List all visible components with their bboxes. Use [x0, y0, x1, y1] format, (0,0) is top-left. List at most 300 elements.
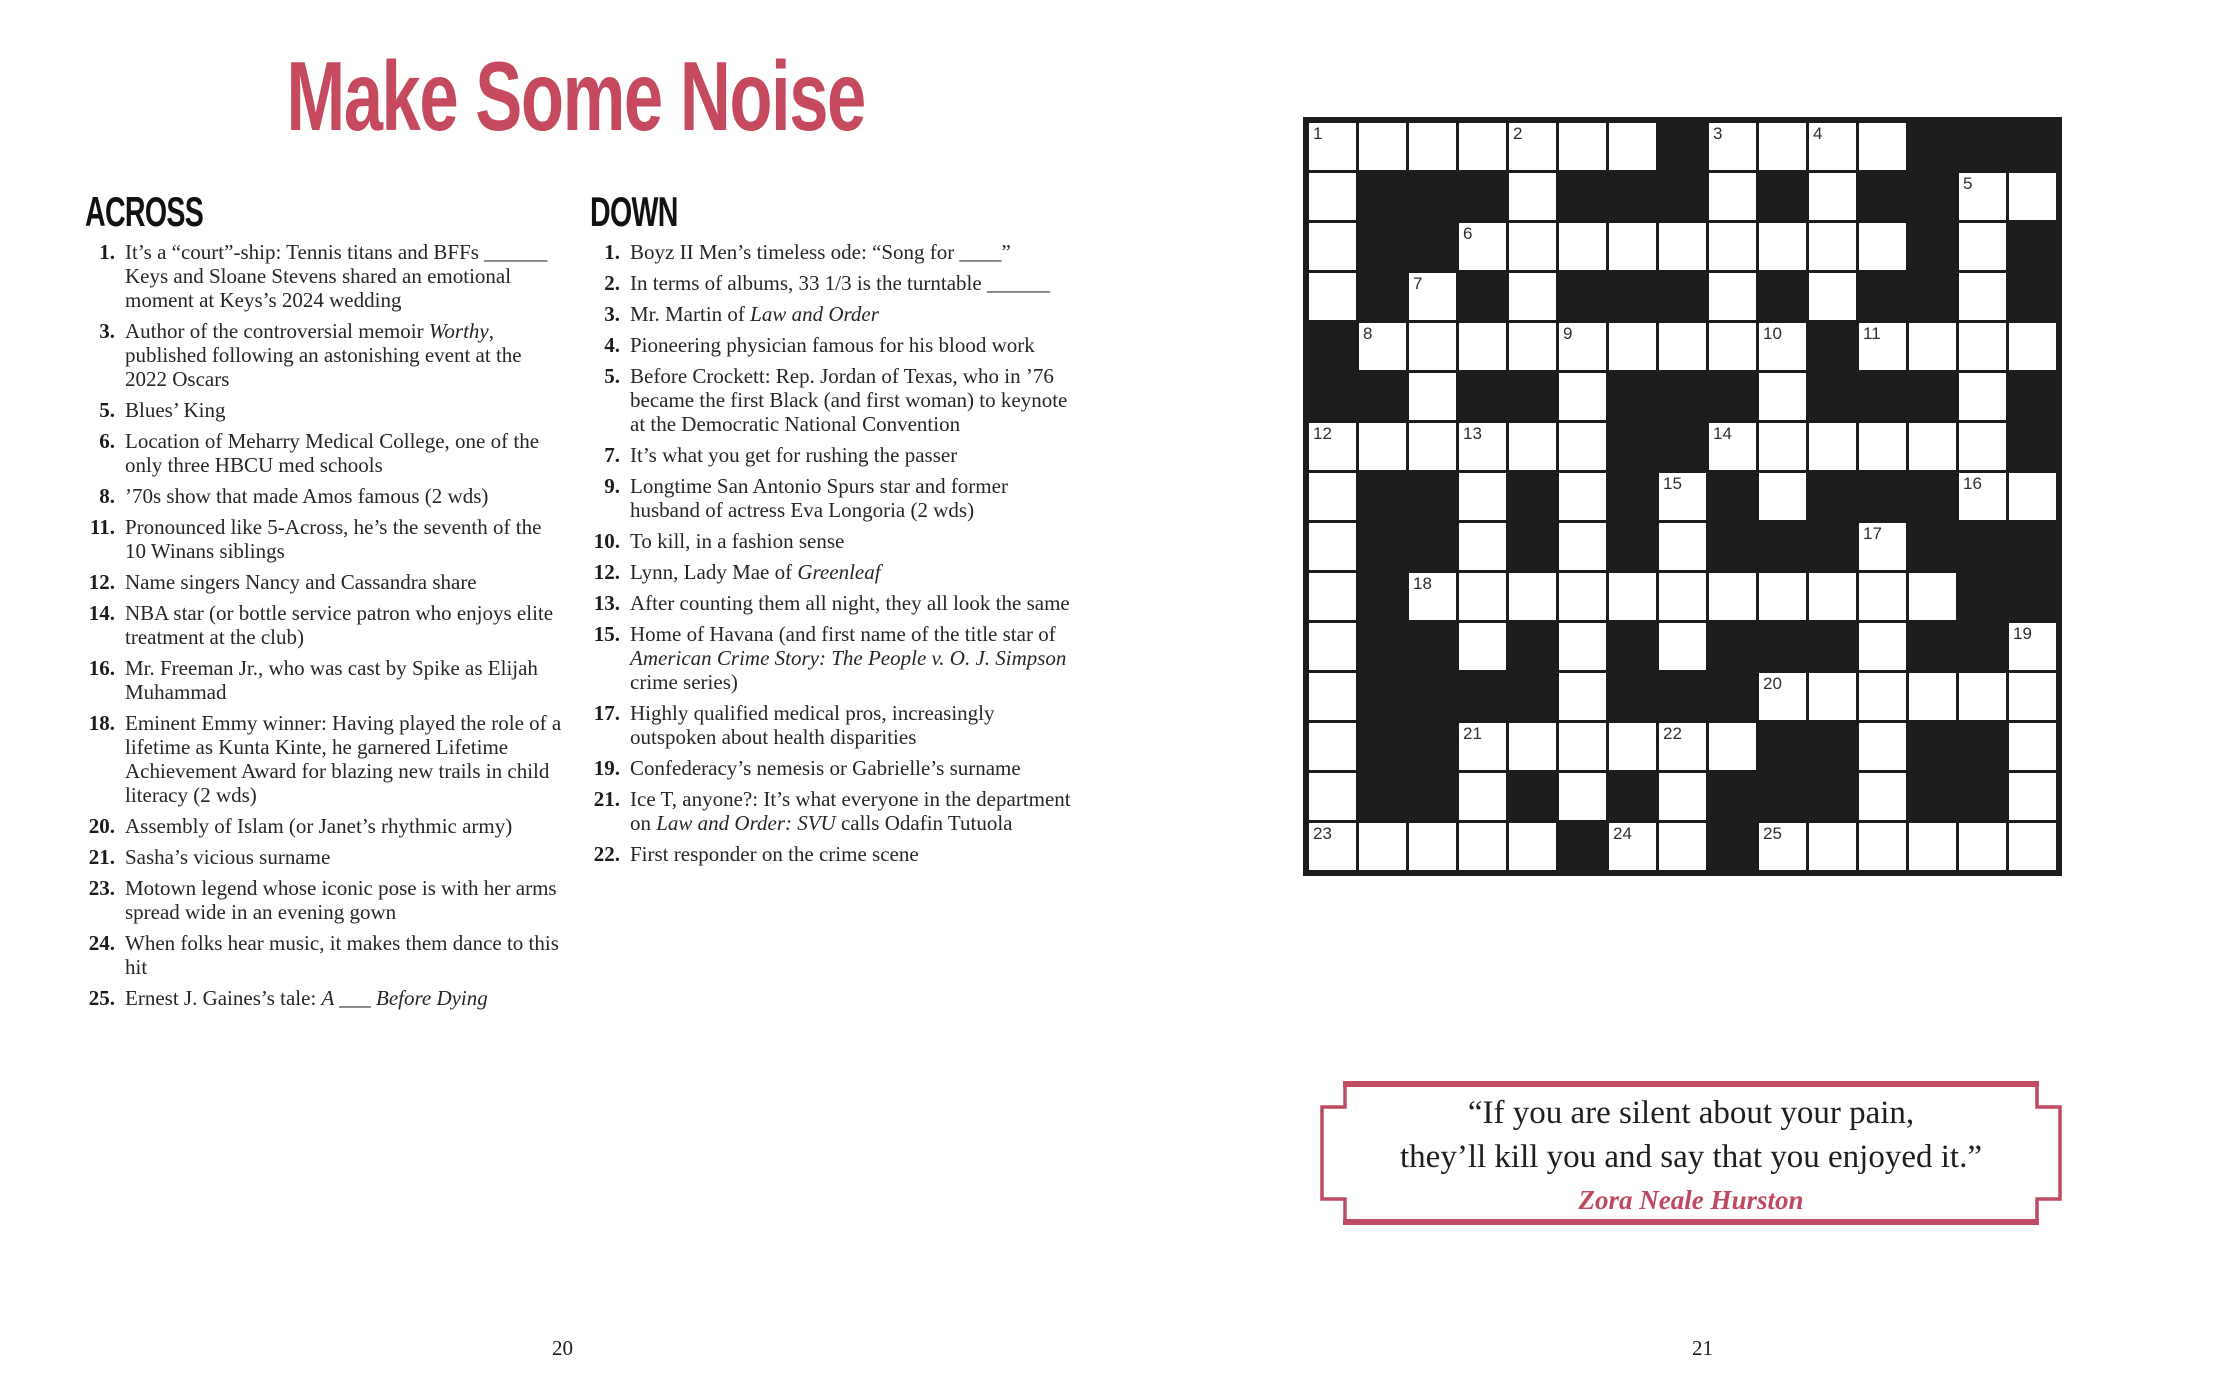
grid-cell [1559, 223, 1606, 270]
clue-number: 13. [593, 591, 620, 615]
down-header: DOWN [590, 188, 678, 235]
clue-number: 11. [89, 515, 115, 539]
grid-cell [1309, 673, 1356, 720]
grid-cell [1809, 223, 1856, 270]
grid-cell-black [1609, 473, 1656, 520]
grid-cell [1459, 823, 1506, 870]
clue-item [590, 302, 1080, 326]
clue-number: 15. [593, 622, 620, 646]
grid-cell [1759, 223, 1806, 270]
grid-cell [1409, 273, 1456, 320]
grid-cell-black [1359, 673, 1406, 720]
grid-cell [1459, 323, 1506, 370]
clue-text: Pronounced like 5-Across, he’s the seventh of the 10 Winans siblings [125, 515, 542, 563]
grid-cell [1909, 423, 1956, 470]
grid-cell [1409, 823, 1456, 870]
grid-cell [1959, 173, 2006, 220]
page-number-left: 20 [552, 1336, 573, 1360]
clue-item [590, 756, 1080, 780]
clue-text: After counting them all night, they all look the same [630, 591, 1070, 615]
grid-cell [1509, 123, 1556, 170]
cell-number: 24 [1613, 824, 1632, 843]
clue-number: 12. [88, 570, 115, 594]
grid-cell [1909, 673, 1956, 720]
grid-cell [1609, 573, 1656, 620]
clue-number: 10. [593, 529, 620, 553]
grid-cell [1459, 223, 1506, 270]
grid-cell-black [1559, 823, 1606, 870]
grid-cell-black [1559, 173, 1606, 220]
grid-cell-black [1609, 273, 1656, 320]
grid-cell [1409, 373, 1456, 420]
grid-cell [1759, 573, 1806, 620]
grid-cell [1409, 423, 1456, 470]
cell-number: 1 [1313, 124, 1323, 143]
cell-number: 4 [1813, 124, 1823, 143]
grid-cell-black [1409, 473, 1456, 520]
grid-cell [1659, 223, 1706, 270]
grid-cell [1559, 773, 1606, 820]
grid-cell [1559, 373, 1606, 420]
clue-text: It’s what you get for rushing the passer [630, 443, 958, 467]
grid-cell [1659, 473, 1706, 520]
grid-cell-black [1459, 273, 1506, 320]
grid-cell [2009, 723, 2056, 770]
clue-text: Assembly of Islam (or Janet’s rhythmic army) [125, 814, 513, 838]
cell-number: 19 [2013, 624, 2032, 643]
cell-number: 12 [1313, 424, 1332, 443]
cell-number: 18 [1413, 574, 1432, 593]
clue-item [85, 240, 567, 312]
grid-cell-black [1709, 623, 1756, 670]
grid-cell-black [1959, 123, 2006, 170]
grid-cell-black [1809, 723, 1856, 770]
grid-cell-black [1909, 223, 1956, 270]
clue-text: It’s a “court”-ship: Tennis titans and BFFs ______ Keys and Sloane Stevens shared an emotional moment at Keys’s 2024 wedding [125, 240, 548, 312]
grid-cell [1759, 323, 1806, 370]
grid-cell [1409, 323, 1456, 370]
grid-cell-black [1309, 373, 1356, 420]
grid-cell-black [1459, 173, 1506, 220]
grid-cell [1459, 423, 1506, 470]
grid-cell [1809, 273, 1856, 320]
clue-item [590, 271, 1080, 295]
grid-cell-black [1609, 623, 1656, 670]
grid-cell-black [1359, 373, 1406, 420]
grid-cell-black [1359, 723, 1406, 770]
grid-cell [1759, 123, 1806, 170]
cell-number: 21 [1463, 724, 1482, 743]
grid-cell-black [1509, 473, 1556, 520]
clue-number: 25. [88, 986, 115, 1010]
clue-number: 5. [604, 364, 620, 388]
grid-cell-black [1809, 523, 1856, 570]
grid-cell [1809, 123, 1856, 170]
grid-cell-black [1959, 723, 2006, 770]
grid-cell [1909, 323, 1956, 370]
grid-cell [1809, 573, 1856, 620]
grid-cell-black [1359, 773, 1406, 820]
grid-cell [1859, 623, 1906, 670]
grid-cell [1609, 223, 1656, 270]
grid-cell [1359, 423, 1406, 470]
grid-cell-black [1509, 623, 1556, 670]
grid-cell [1609, 323, 1656, 370]
grid-cell [1459, 573, 1506, 620]
clue-number: 16. [88, 656, 115, 680]
clue-text: First responder on the crime scene [630, 842, 919, 866]
grid-cell [1309, 773, 1356, 820]
cell-number: 14 [1713, 424, 1732, 443]
cell-number: 13 [1463, 424, 1482, 443]
clue-number: 21. [88, 845, 115, 869]
cell-number: 3 [1713, 124, 1723, 143]
grid-cell [1309, 723, 1356, 770]
clue-item [85, 515, 567, 563]
grid-cell [1609, 723, 1656, 770]
grid-cell [1659, 323, 1706, 370]
clue-item [590, 701, 1080, 749]
grid-cell [2009, 673, 2056, 720]
grid-cell [1659, 523, 1706, 570]
grid-cell [1459, 123, 1506, 170]
clue-item [85, 429, 567, 477]
cell-number: 10 [1763, 324, 1782, 343]
grid-cell-black [1509, 373, 1556, 420]
grid-cell-black [1959, 623, 2006, 670]
cell-number: 11 [1863, 324, 1881, 343]
grid-cell [1809, 173, 1856, 220]
grid-cell [1309, 823, 1356, 870]
grid-cell-black [1809, 623, 1856, 670]
clue-number: 21. [593, 787, 620, 811]
grid-cell-black [1659, 123, 1706, 170]
grid-cell [1709, 573, 1756, 620]
grid-cell [1359, 823, 1406, 870]
grid-cell-black [1859, 273, 1906, 320]
clue-text: Eminent Emmy winner: Having played the role of a lifetime as Kunta Kinte, he garnered Lifetime Achievement Award for blazing new trails in child literacy (2 wds) [125, 711, 562, 807]
grid-cell-black [1509, 673, 1556, 720]
grid-cell [1509, 723, 1556, 770]
grid-cell-black [1359, 573, 1406, 620]
grid-cell [1509, 823, 1556, 870]
cell-number: 17 [1863, 524, 1882, 543]
clue-text: Mr. Martin of Law and Order [630, 302, 879, 326]
grid-cell-black [1859, 173, 1906, 220]
grid-cell [1859, 673, 1906, 720]
grid-cell-black [1809, 773, 1856, 820]
grid-cell [1359, 123, 1406, 170]
grid-cell-black [1409, 773, 1456, 820]
clue-item [85, 845, 567, 869]
grid-cell-black [2009, 523, 2056, 570]
clue-text: Pioneering physician famous for his blood work [630, 333, 1035, 357]
grid-cell [1959, 223, 2006, 270]
cell-number: 7 [1413, 274, 1423, 293]
grid-cell [1559, 123, 1606, 170]
clue-text: Ice T, anyone?: It’s what everyone in the department on Law and Order: SVU calls Odafin Tutuola [630, 787, 1071, 835]
cell-number: 9 [1563, 324, 1573, 343]
grid-cell [1859, 123, 1906, 170]
grid-cell [1459, 773, 1506, 820]
clue-text: When folks hear music, it makes them dance to this hit [125, 931, 559, 979]
grid-cell [1959, 673, 2006, 720]
grid-cell [1559, 723, 1606, 770]
grid-cell [1659, 823, 1706, 870]
clue-text: In terms of albums, 33 1/3 is the turntable ______ [630, 271, 1050, 295]
clue-number: 22. [593, 842, 620, 866]
grid-cell-black [1609, 173, 1656, 220]
grid-cell-black [1759, 173, 1806, 220]
grid-cell [1959, 273, 2006, 320]
grid-cell-black [1809, 323, 1856, 370]
clue-number: 23. [88, 876, 115, 900]
grid-cell-black [1659, 423, 1706, 470]
grid-cell [1859, 323, 1906, 370]
grid-cell-black [1759, 773, 1806, 820]
grid-cell-black [1609, 773, 1656, 820]
grid-cell-black [1909, 523, 1956, 570]
grid-cell [1309, 123, 1356, 170]
grid-cell [1509, 423, 1556, 470]
grid-cell-black [1359, 173, 1406, 220]
grid-cell-black [2009, 123, 2056, 170]
quote-attribution: Zora Neale Hurston [1578, 1184, 1804, 1215]
grid-cell-black [1409, 623, 1456, 670]
clue-text: Blues’ King [125, 398, 226, 422]
clue-text: Confederacy’s nemesis or Gabrielle’s surname [630, 756, 1021, 780]
clue-item [590, 474, 1080, 522]
clue-item [85, 931, 567, 979]
grid-cell [1959, 323, 2006, 370]
clue-text: Ernest J. Gaines’s tale: A ___ Before Dying [125, 986, 488, 1010]
grid-cell-black [1659, 173, 1706, 220]
grid-cell-black [1359, 273, 1406, 320]
grid-cell [1859, 573, 1906, 620]
grid-cell [1959, 423, 2006, 470]
grid-cell-black [1909, 473, 1956, 520]
grid-cell [1409, 123, 1456, 170]
clue-item [590, 591, 1080, 615]
quote-content [1345, 1091, 2037, 1215]
clue-number: 19. [593, 756, 620, 780]
clue-item [590, 443, 1080, 467]
clue-item [85, 656, 567, 704]
grid-cell-black [1559, 273, 1606, 320]
grid-cell [1959, 473, 2006, 520]
grid-cell-black [1709, 473, 1756, 520]
grid-cell [1859, 773, 1906, 820]
grid-cell [1509, 573, 1556, 620]
grid-cell [1709, 223, 1756, 270]
clue-number: 9. [604, 474, 620, 498]
grid-cell-black [1409, 723, 1456, 770]
grid-cell [1509, 323, 1556, 370]
grid-cell [1859, 523, 1906, 570]
clue-text: ’70s show that made Amos famous (2 wds) [125, 484, 489, 508]
cell-number: 22 [1663, 724, 1682, 743]
clue-number: 2. [604, 271, 620, 295]
cell-number: 2 [1513, 124, 1523, 143]
grid-cell-black [1909, 373, 1956, 420]
cell-number: 16 [1963, 474, 1982, 493]
grid-cell [1309, 273, 1356, 320]
clue-number: 1. [99, 240, 115, 264]
quote-box [1315, 1077, 2067, 1229]
across-clue-list [85, 240, 567, 1017]
clue-item [85, 814, 567, 838]
clue-text: Name singers Nancy and Cassandra share [125, 570, 477, 594]
grid-cell-black [1409, 223, 1456, 270]
grid-cell [1559, 523, 1606, 570]
cell-number: 5 [1963, 174, 1973, 193]
grid-cell-black [1409, 173, 1456, 220]
grid-cell [1459, 473, 1506, 520]
grid-cell [2009, 173, 2056, 220]
grid-cell [1709, 323, 1756, 370]
grid-cell-black [1709, 823, 1756, 870]
clue-item [85, 986, 567, 1010]
grid-cell-black [1959, 523, 2006, 570]
grid-cell [1309, 573, 1356, 620]
grid-cell [1559, 473, 1606, 520]
grid-cell [1559, 323, 1606, 370]
page-title: Make Some Noise [286, 41, 865, 151]
grid-cell [1309, 173, 1356, 220]
clue-item [590, 622, 1080, 694]
clue-item [85, 398, 567, 422]
cell-number: 15 [1663, 474, 1682, 493]
grid-cell-black [1809, 473, 1856, 520]
grid-cell [1509, 223, 1556, 270]
crossword-grid [1303, 117, 2062, 876]
grid-cell [1459, 723, 1506, 770]
grid-cell-black [1759, 273, 1806, 320]
grid-cell [1309, 223, 1356, 270]
clue-number: 20. [88, 814, 115, 838]
grid-cell [1759, 423, 1806, 470]
clue-text: Highly qualified medical pros, increasingly outspoken about health disparities [630, 701, 995, 749]
grid-cell [1859, 423, 1906, 470]
clue-item [590, 560, 1080, 584]
grid-cell [1709, 723, 1756, 770]
grid-cell [1709, 173, 1756, 220]
clue-item [590, 529, 1080, 553]
grid-cell-black [1859, 473, 1906, 520]
grid-cell [1909, 573, 1956, 620]
clue-text: Sasha’s vicious surname [125, 845, 331, 869]
grid-cell-black [1309, 323, 1356, 370]
grid-cell-black [1709, 673, 1756, 720]
grid-cell-black [1809, 373, 1856, 420]
grid-cell [1609, 123, 1656, 170]
grid-cell-black [1709, 773, 1756, 820]
grid-cell-black [1359, 623, 1406, 670]
grid-cell [1309, 423, 1356, 470]
grid-cell [1559, 673, 1606, 720]
grid-cell [1659, 723, 1706, 770]
grid-cell [1509, 273, 1556, 320]
grid-cell [1709, 423, 1756, 470]
grid-cell [1859, 823, 1906, 870]
clue-item [85, 876, 567, 924]
grid-cell [1309, 523, 1356, 570]
clue-text: Before Crockett: Rep. Jordan of Texas, who in ’76 became the first Black (and first woman) to keynote at the Democratic National Convention [630, 364, 1068, 436]
clue-item [85, 319, 567, 391]
grid-cell [1559, 573, 1606, 620]
clue-number: 17. [593, 701, 620, 725]
grid-cell-black [1659, 273, 1706, 320]
grid-cell [1509, 173, 1556, 220]
grid-cell [1759, 473, 1806, 520]
grid-cell [1409, 573, 1456, 620]
clue-item [590, 787, 1080, 835]
clue-number: 14. [88, 601, 115, 625]
grid-cell-black [1609, 673, 1656, 720]
clue-number: 3. [604, 302, 620, 326]
grid-cell-black [1709, 373, 1756, 420]
grid-cell [1309, 473, 1356, 520]
grid-cell [1809, 823, 1856, 870]
grid-cell [1609, 823, 1656, 870]
grid-cell-black [1909, 173, 1956, 220]
grid-cell [1809, 673, 1856, 720]
grid-cell-black [1909, 773, 1956, 820]
grid-cell [1809, 423, 1856, 470]
grid-cell-black [1409, 673, 1456, 720]
clue-item [590, 364, 1080, 436]
clue-item [590, 240, 1080, 264]
grid-cell [2009, 773, 2056, 820]
down-clue-list [590, 240, 1080, 873]
grid-cell-black [1609, 373, 1656, 420]
grid-cell [1759, 373, 1806, 420]
grid-cell [1459, 523, 1506, 570]
clue-item [85, 601, 567, 649]
grid-cell-black [1509, 773, 1556, 820]
grid-cell [1559, 623, 1606, 670]
clue-item [85, 711, 567, 807]
clue-number: 3. [99, 319, 115, 343]
grid-cell [1359, 323, 1406, 370]
grid-cell-black [1709, 523, 1756, 570]
grid-cell-black [1659, 373, 1706, 420]
grid-cell [2009, 473, 2056, 520]
grid-cell [1659, 773, 1706, 820]
grid-cell [1659, 573, 1706, 620]
cell-number: 6 [1463, 224, 1473, 243]
grid-cell-black [2009, 423, 2056, 470]
grid-cell-black [2009, 223, 2056, 270]
grid-cell [1859, 223, 1906, 270]
clue-text: Boyz II Men’s timeless ode: “Song for ____” [630, 240, 1011, 264]
clue-number: 5. [99, 398, 115, 422]
clue-number: 1. [604, 240, 620, 264]
clue-text: Motown legend whose iconic pose is with her arms spread wide in an evening gown [125, 876, 557, 924]
clue-number: 4. [604, 333, 620, 357]
grid-cell-black [1759, 523, 1806, 570]
cell-number: 20 [1763, 674, 1782, 693]
grid-cell-black [1909, 273, 1956, 320]
cell-number: 8 [1363, 324, 1373, 343]
grid-cell-black [2009, 273, 2056, 320]
clue-item [85, 484, 567, 508]
clue-number: 6. [99, 429, 115, 453]
page-number-right: 21 [1692, 1336, 1713, 1360]
grid-cell-black [1959, 573, 2006, 620]
clue-number: 24. [88, 931, 115, 955]
quote-line-1: “If you are silent about your pain, [1467, 1094, 1915, 1131]
